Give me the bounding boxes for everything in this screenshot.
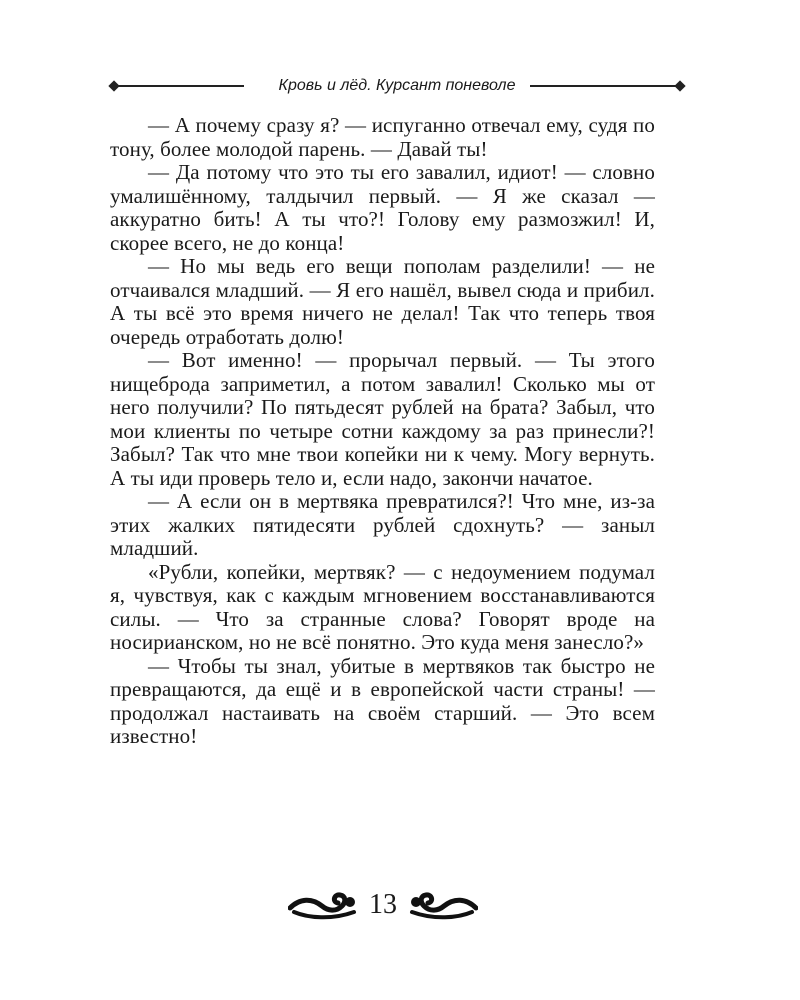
running-head xyxy=(108,74,686,98)
paragraph: — Да потому что это ты его завалил, идиот! — словно умалишённому, талдычил первый. — Я же сказал — аккуратно бить! А ты что?! Голову ему размозжил! И, скорее всего, не до конца! xyxy=(110,160,655,255)
paragraph: «Рубли, копейки, мертвяк? — с недоумением подумал я, чувствуя, как с каждым мгновением восстанавливаются силы. — Что за странные слова? Говорят вроде на носирианском, но не всё понятно. Это куда меня занесло?» xyxy=(110,559,655,654)
page-number: 13 xyxy=(369,889,397,920)
paragraph: — Но мы ведь его вещи пополам разделили! — не отчаивался младший. — Я его нашёл, вывел сюда и прибил. А ты всё это время ничего не делал! Так что теперь твоя очередь отработать долю! xyxy=(110,254,655,349)
paragraph: — Чтобы ты знал, убитые в мертвяков так быстро не превращаются, да ещё и в европейской части страны! — продолжал настаивать на своём старший. — Это всем известно! xyxy=(110,653,655,748)
book-title: Кровь и лёд. Курсант поневоле xyxy=(278,77,516,94)
header-rule-right xyxy=(530,85,680,87)
body-text xyxy=(110,114,655,749)
scroll-ornament-icon xyxy=(288,890,360,920)
scroll-ornament-icon xyxy=(406,890,478,920)
paragraph: — Вот именно! — прорычал первый. — Ты этого нищеброда заприметил, а потом завалил! Сколько мы от него получили? По пятьдесят рублей на брата? Забыл, что мои клиенты по четыре сотни каждому за раз принесли?! Забыл? Так что мне твои копейки ни к чему. Могу вернуть. А ты иди проверь тело и, если надо, закончи начатое. xyxy=(110,348,655,490)
paragraph: — А почему сразу я? — испуганно отвечал ему, судя по тону, более молодой парень. — Давай ты! xyxy=(110,113,655,161)
folio xyxy=(288,884,478,928)
paragraph: — А если он в мертвяка превратился?! Что мне, из-за этих жалких пятидесяти рублей сдохнуть? — заныл младший. xyxy=(110,489,655,560)
